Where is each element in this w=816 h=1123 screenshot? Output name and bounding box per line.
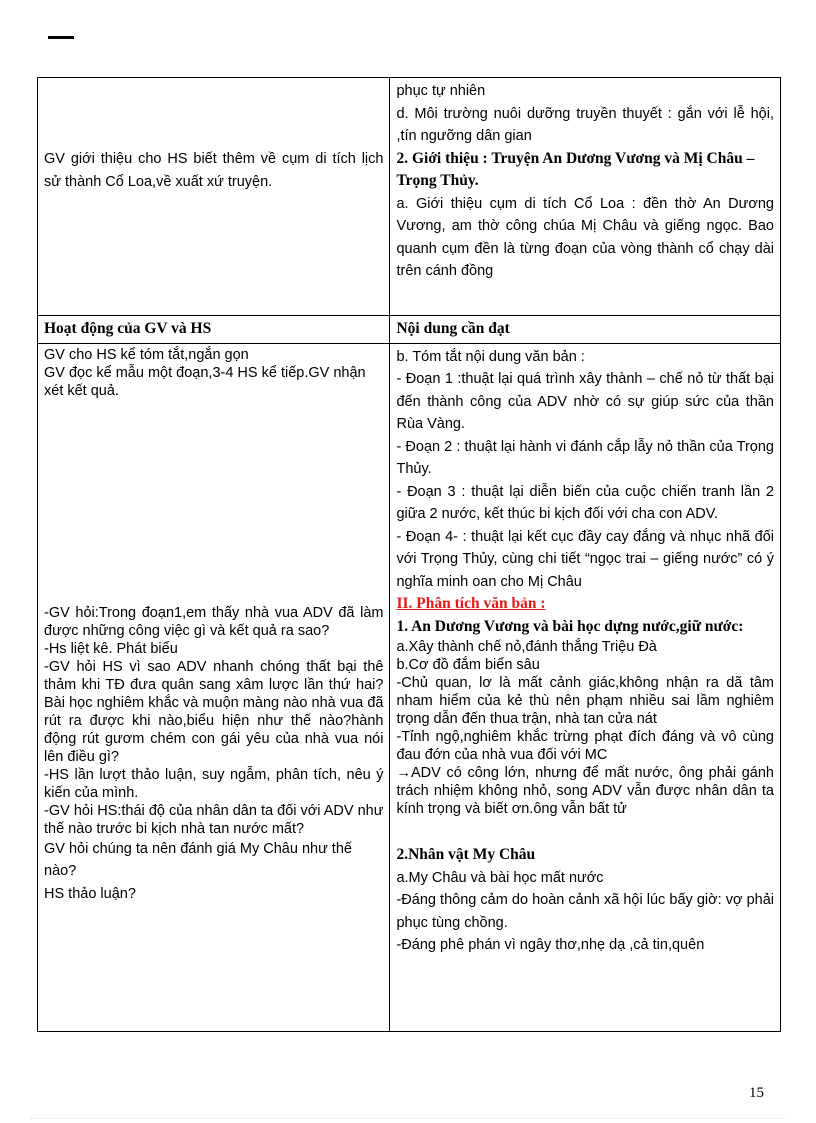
intro-right-cell bbox=[390, 78, 781, 316]
activity-line: HS thảo luận? bbox=[44, 885, 136, 902]
analysis-item: -Tỉnh ngộ,nghiêm khắc trừng phạt đích đáng và vô cùng đau đớn của nhà vua đối với MC bbox=[396, 729, 774, 763]
analysis-subheading: 1. An Dương Vương và bài học dựng nước,giữ nước: bbox=[396, 617, 744, 635]
intro-paragraph: a. Giới thiệu cụm di tích Cổ Loa : đền thờ An Dương Vương, am thờ công chúa Mị Châu và giếng ngọc. Bao quanh cụm đền là từng đoạn của vòng thành cổ chạy dài trên cánh đồng bbox=[396, 195, 774, 279]
activity-line: -GV hỏi HS:thái độ của nhân dân ta đối với ADV như thế nào trước bi kịch nhà tan nước mất? bbox=[44, 802, 384, 837]
conclusion-text: ADV có công lớn, nhưng để mất nước, ông phải gánh trách nhiệm không nhỏ, song ADV vẫn được nhân dân ta kính trọng và biết ơn.ông vẫn bất tử bbox=[396, 765, 774, 817]
character-heading: 2.Nhân vật My Châu bbox=[396, 846, 536, 863]
activity-line: -Hs liệt kê. Phát biểu bbox=[44, 640, 178, 657]
activity-line: GV hỏi chúng ta nên đánh giá My Châu như thế nào? bbox=[44, 840, 352, 879]
header-dash bbox=[48, 36, 74, 39]
activity-line: -HS lần lượt thảo luận, suy ngẫm, phân tích, nêu ý kiến của mình. bbox=[44, 766, 384, 801]
arrow-right-icon: → bbox=[396, 765, 411, 781]
summary-item: - Đoạn 4- : thuật lại kết cục đầy cay đắng và nhục nhã đối với Trọng Thủy, cùng chi tiết “ngọc trai – giếng nước” có ý nghĩa minh oan cho Mị Châu bbox=[396, 528, 774, 590]
activity-line: GV đọc kể mẫu một đoạn,3-4 HS kể tiếp.GV nhận xét kết quả. bbox=[44, 364, 366, 399]
summary-title: b. Tóm tắt nội dung văn bản : bbox=[396, 348, 585, 365]
analysis-heading: II. Phân tích văn bản : bbox=[396, 595, 546, 612]
summary-item: - Đoạn 2 : thuật lại hành vi đánh cắp lẫy nỏ thần của Trọng Thủy. bbox=[396, 438, 774, 477]
content-cell bbox=[390, 343, 781, 1031]
page-number: 15 bbox=[749, 1085, 764, 1101]
intro-line: d. Môi trường nuôi dưỡng truyền thuyết : gắn với lễ hội, ,tín ngưỡng dân gian bbox=[396, 105, 774, 144]
intro-teacher-note: GV giới thiệu cho HS biết thêm về cụm di tích lịch sử thành Cổ Loa,về xuất xứ truyện. bbox=[44, 151, 384, 190]
footer-divider bbox=[30, 1118, 786, 1119]
intro-line: phục tự nhiên bbox=[396, 83, 486, 99]
activity-line: GV cho HS kể tóm tắt,ngắn gọn bbox=[44, 346, 249, 363]
table-row-content bbox=[38, 343, 781, 1031]
character-item: -Đáng phê phán vì ngây thơ,nhẹ dạ ,cả tin,quên bbox=[396, 937, 705, 953]
activity-line: -GV hỏi:Trong đoạn1,em thấy nhà vua ADV đã làm được những công việc gì và kết quả ra sao? bbox=[44, 604, 384, 639]
header-left-label: Hoạt động của GV và HS bbox=[44, 320, 212, 337]
table-header-row bbox=[38, 316, 781, 344]
analysis-item: -Chủ quan, lơ là mất cảnh giác,không nhận ra dã tâm nham hiểm của kẻ thù nên phạm nhiều sai lầm nghiêm trọng dẫn đến thua trận, nhà tan cửa nát bbox=[396, 675, 774, 727]
table-row-intro bbox=[38, 78, 781, 316]
header-right-label: Nội dung cần đạt bbox=[396, 320, 510, 337]
header-right bbox=[390, 316, 781, 344]
activity-line: -GV hỏi HS vì sao ADV nhanh chóng thất bại thê thảm khi TĐ đưa quân sang xâm lược lần thứ hai?Bài học nghiêm khắc và muộn màng nào nhà vua đã rút ra được khi nào,biểu hiện như thế nào?hành động rút gươm chém con gái yêu của nhà vua nói lên điều gì? bbox=[44, 658, 384, 765]
intro-left-cell bbox=[38, 78, 390, 316]
summary-item: - Đoạn 3 : thuật lại diễn biến của cuộc chiến tranh lần 2 giữa 2 nước, kết thúc bi kịch đối với cha con ADV. bbox=[396, 483, 774, 522]
activity-cell bbox=[38, 343, 390, 1031]
analysis-item-conclusion bbox=[396, 764, 774, 818]
analysis-item: a.Xây thành chế nỏ,đánh thắng Triệu Đà bbox=[396, 639, 657, 655]
character-item: -Đáng thông cảm do hoàn cảnh xã hội lúc bấy giờ: vợ phải phục tùng chồng. bbox=[396, 892, 774, 931]
character-item: a.My Châu và bài học mất nước bbox=[396, 869, 604, 886]
header-left bbox=[38, 316, 390, 344]
lesson-table bbox=[37, 77, 781, 1032]
section-heading: 2. Giới thiệu : Truyện An Dương Vương và Mị Châu – Trọng Thủy. bbox=[396, 149, 755, 189]
summary-item: - Đoạn 1 :thuật lại quá trình xây thành – chế nỏ từ thất bại đến thành công của ADV nhờ có sự giúp sức của thần Rùa Vàng. bbox=[396, 371, 774, 432]
analysis-item: b.Cơ đồ đắm biển sâu bbox=[396, 657, 540, 673]
